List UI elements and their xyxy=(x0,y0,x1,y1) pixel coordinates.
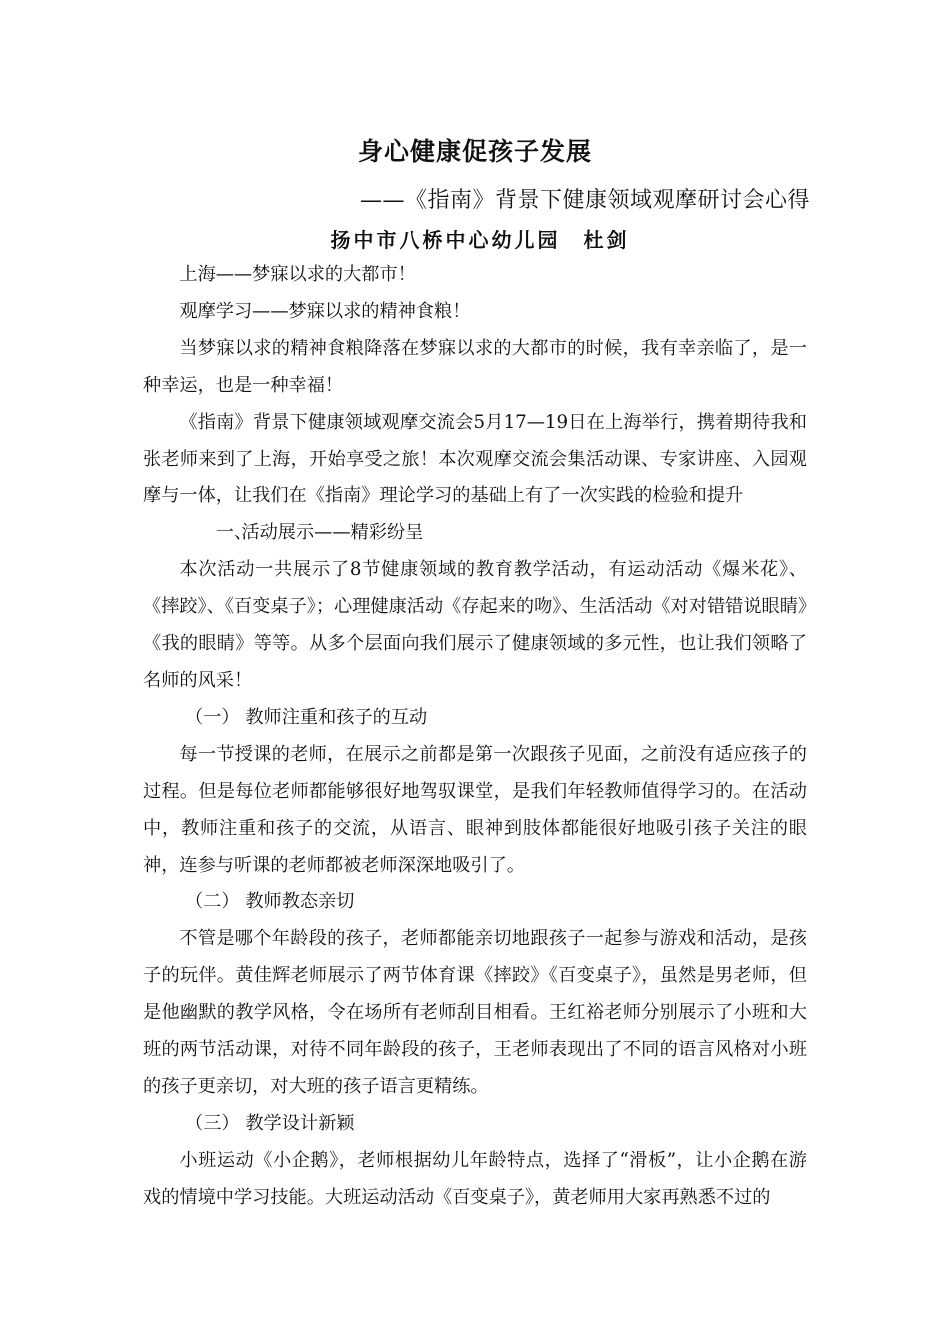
subsection-heading: （三） 教学设计新颖 xyxy=(185,1112,355,1134)
section-heading-text: 活动展示——精彩纷呈 xyxy=(241,522,424,544)
paragraph: 小班运动《小企鹅》，老师根据幼儿年龄特点，选择了“滑板”，让小企鹅在游戏的情境中学习技能。大班运动活动《百变桌子》，黄老师用大家再熟悉不过的 xyxy=(143,1149,807,1208)
document-body xyxy=(143,257,807,1217)
paragraph: 上海——梦寐以求的大都市！ xyxy=(179,264,416,285)
paragraph: 观摩学习——梦寐以求的精神食粮！ xyxy=(179,300,471,322)
paragraph: 《指南》背景下健康领域观摩交流会5月17—19日在上海举行，携着期待我和张老师来到了上海，开始享受之旅！本次观摩交流会集活动课、专家讲座、入园观摩与一体，让我们在《指南》理论学习的基础上有了一次实践的检验和提升 xyxy=(143,411,807,507)
paragraph: 每一节授课的老师，在展示之前都是第一次跟孩子见面，之前没有适应孩子的过程。但是每位老师都能够很好地驾驭课堂，是我们年轻教师值得学习的。在活动中，教师注重和孩子的交流，从语言、眼神到肢体都能很好地吸引孩子关注的眼神，连参与听课的老师都被老师深深地吸引了。 xyxy=(143,743,807,876)
paragraph: 本次活动一共展示了8节健康领域的教育教学活动，有运动活动《爆米花》、《摔跤》、《百变桌子》；心理健康活动《存起来的吻》、生活活动《对对错错说眼睛》《我的眼睛》等等。从多个层面向我们展示了健康领域的多元性，也让我们领略了名师的风采！ xyxy=(143,559,807,691)
author-line: 扬中市八桥中心幼儿园 杜剑 xyxy=(330,228,630,252)
subsection-heading: （二） 教师教态亲切 xyxy=(185,891,355,913)
paragraph: 不管是哪个年龄段的孩子，老师都能亲切地跟孩子一起参与游戏和活动，是孩子的玩伴。黄佳辉老师展示了两节体育课《摔跤》《百变桌子》，虽然是男老师，但是他幽默的教学风格，令在场所有老师刮目相看。王红裕老师分别展示了小班和大班的两节活动课，对待不同年龄段的孩子，王老师表现出了不同的语言风格对小班的孩子更亲切，对大班的孩子语言更精练。 xyxy=(143,928,807,1097)
section-heading xyxy=(143,515,807,552)
document-title: 身心健康促孩子发展 xyxy=(357,137,592,166)
paragraph: 当梦寐以求的精神食粮降落在梦寐以求的大都市的时候，我有幸亲临了，是一种幸运，也是一种幸福！ xyxy=(143,337,807,396)
section-number: 一、 xyxy=(215,522,253,544)
subsection-heading: （一） 教师注重和孩子的互动 xyxy=(185,706,428,728)
document-subtitle: ——《指南》背景下健康领域观摩研讨会心得 xyxy=(359,188,810,213)
